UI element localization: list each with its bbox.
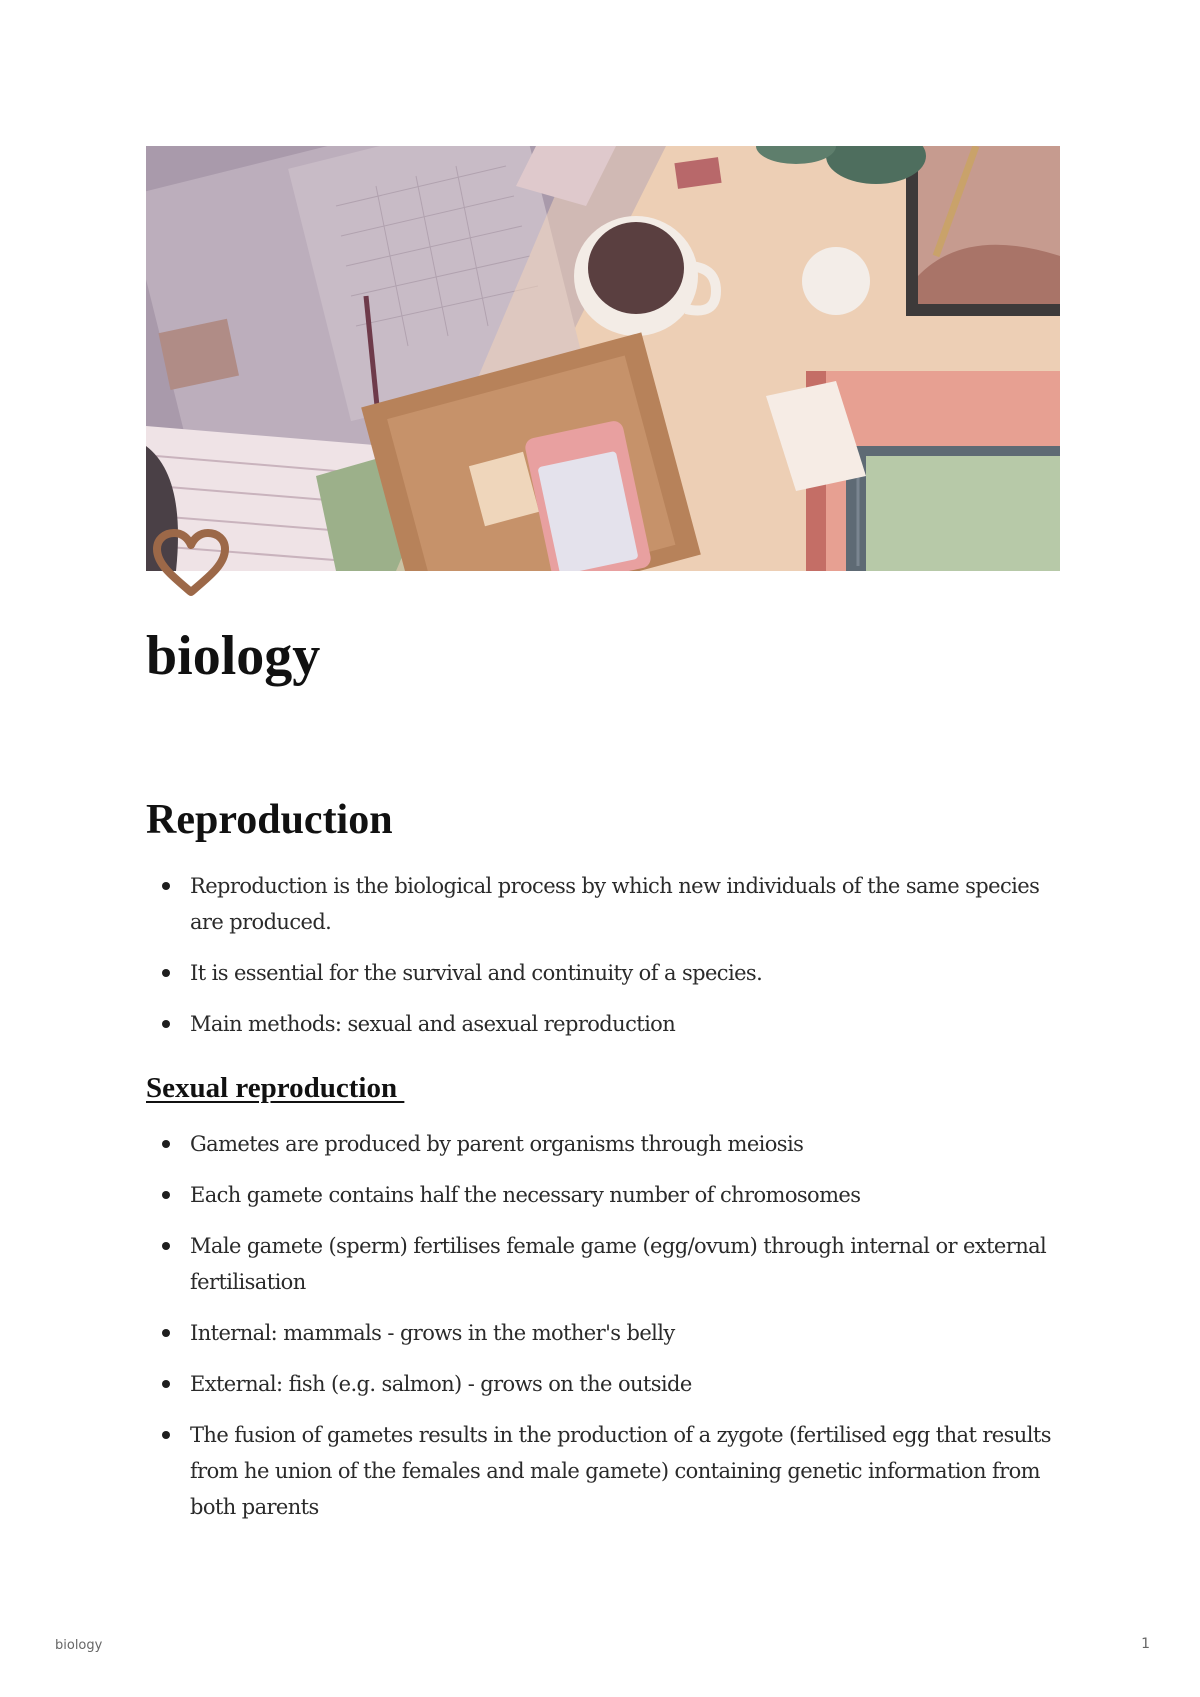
heart-icon bbox=[152, 528, 230, 598]
list-item: The fusion of gametes results in the production of a zygote (fertilised egg that results from he union of the females and male gamete) containing genetic information from both parents bbox=[146, 1417, 1066, 1525]
list-item: It is essential for the survival and continuity of a species. bbox=[146, 955, 1066, 991]
list-item: Reproduction is the biological process by which new individuals of the same species are produced. bbox=[146, 868, 1066, 940]
footer-page-number: 1 bbox=[1141, 1636, 1150, 1652]
bullet-list-reproduction bbox=[146, 868, 1066, 1057]
desk-illustration bbox=[146, 146, 1060, 571]
list-item: Each gamete contains half the necessary number of chromosomes bbox=[146, 1177, 1066, 1213]
page-title: biology bbox=[146, 625, 321, 687]
list-item: Internal: mammals - grows in the mother's belly bbox=[146, 1315, 1066, 1351]
cover-image bbox=[146, 146, 1060, 571]
footer-document-name: biology bbox=[55, 1638, 103, 1653]
section-heading-reproduction: Reproduction bbox=[146, 797, 393, 843]
list-item: Main methods: sexual and asexual reproduction bbox=[146, 1006, 1066, 1042]
list-item: External: fish (e.g. salmon) - grows on the outside bbox=[146, 1366, 1066, 1402]
bullet-list-sexual-reproduction bbox=[146, 1126, 1066, 1540]
list-item: Male gamete (sperm) fertilises female game (egg/ovum) through internal or external fertilisation bbox=[146, 1228, 1066, 1300]
list-item: Gametes are produced by parent organisms through meiosis bbox=[146, 1126, 1066, 1162]
section-heading-sexual-reproduction: Sexual reproduction bbox=[146, 1072, 405, 1104]
